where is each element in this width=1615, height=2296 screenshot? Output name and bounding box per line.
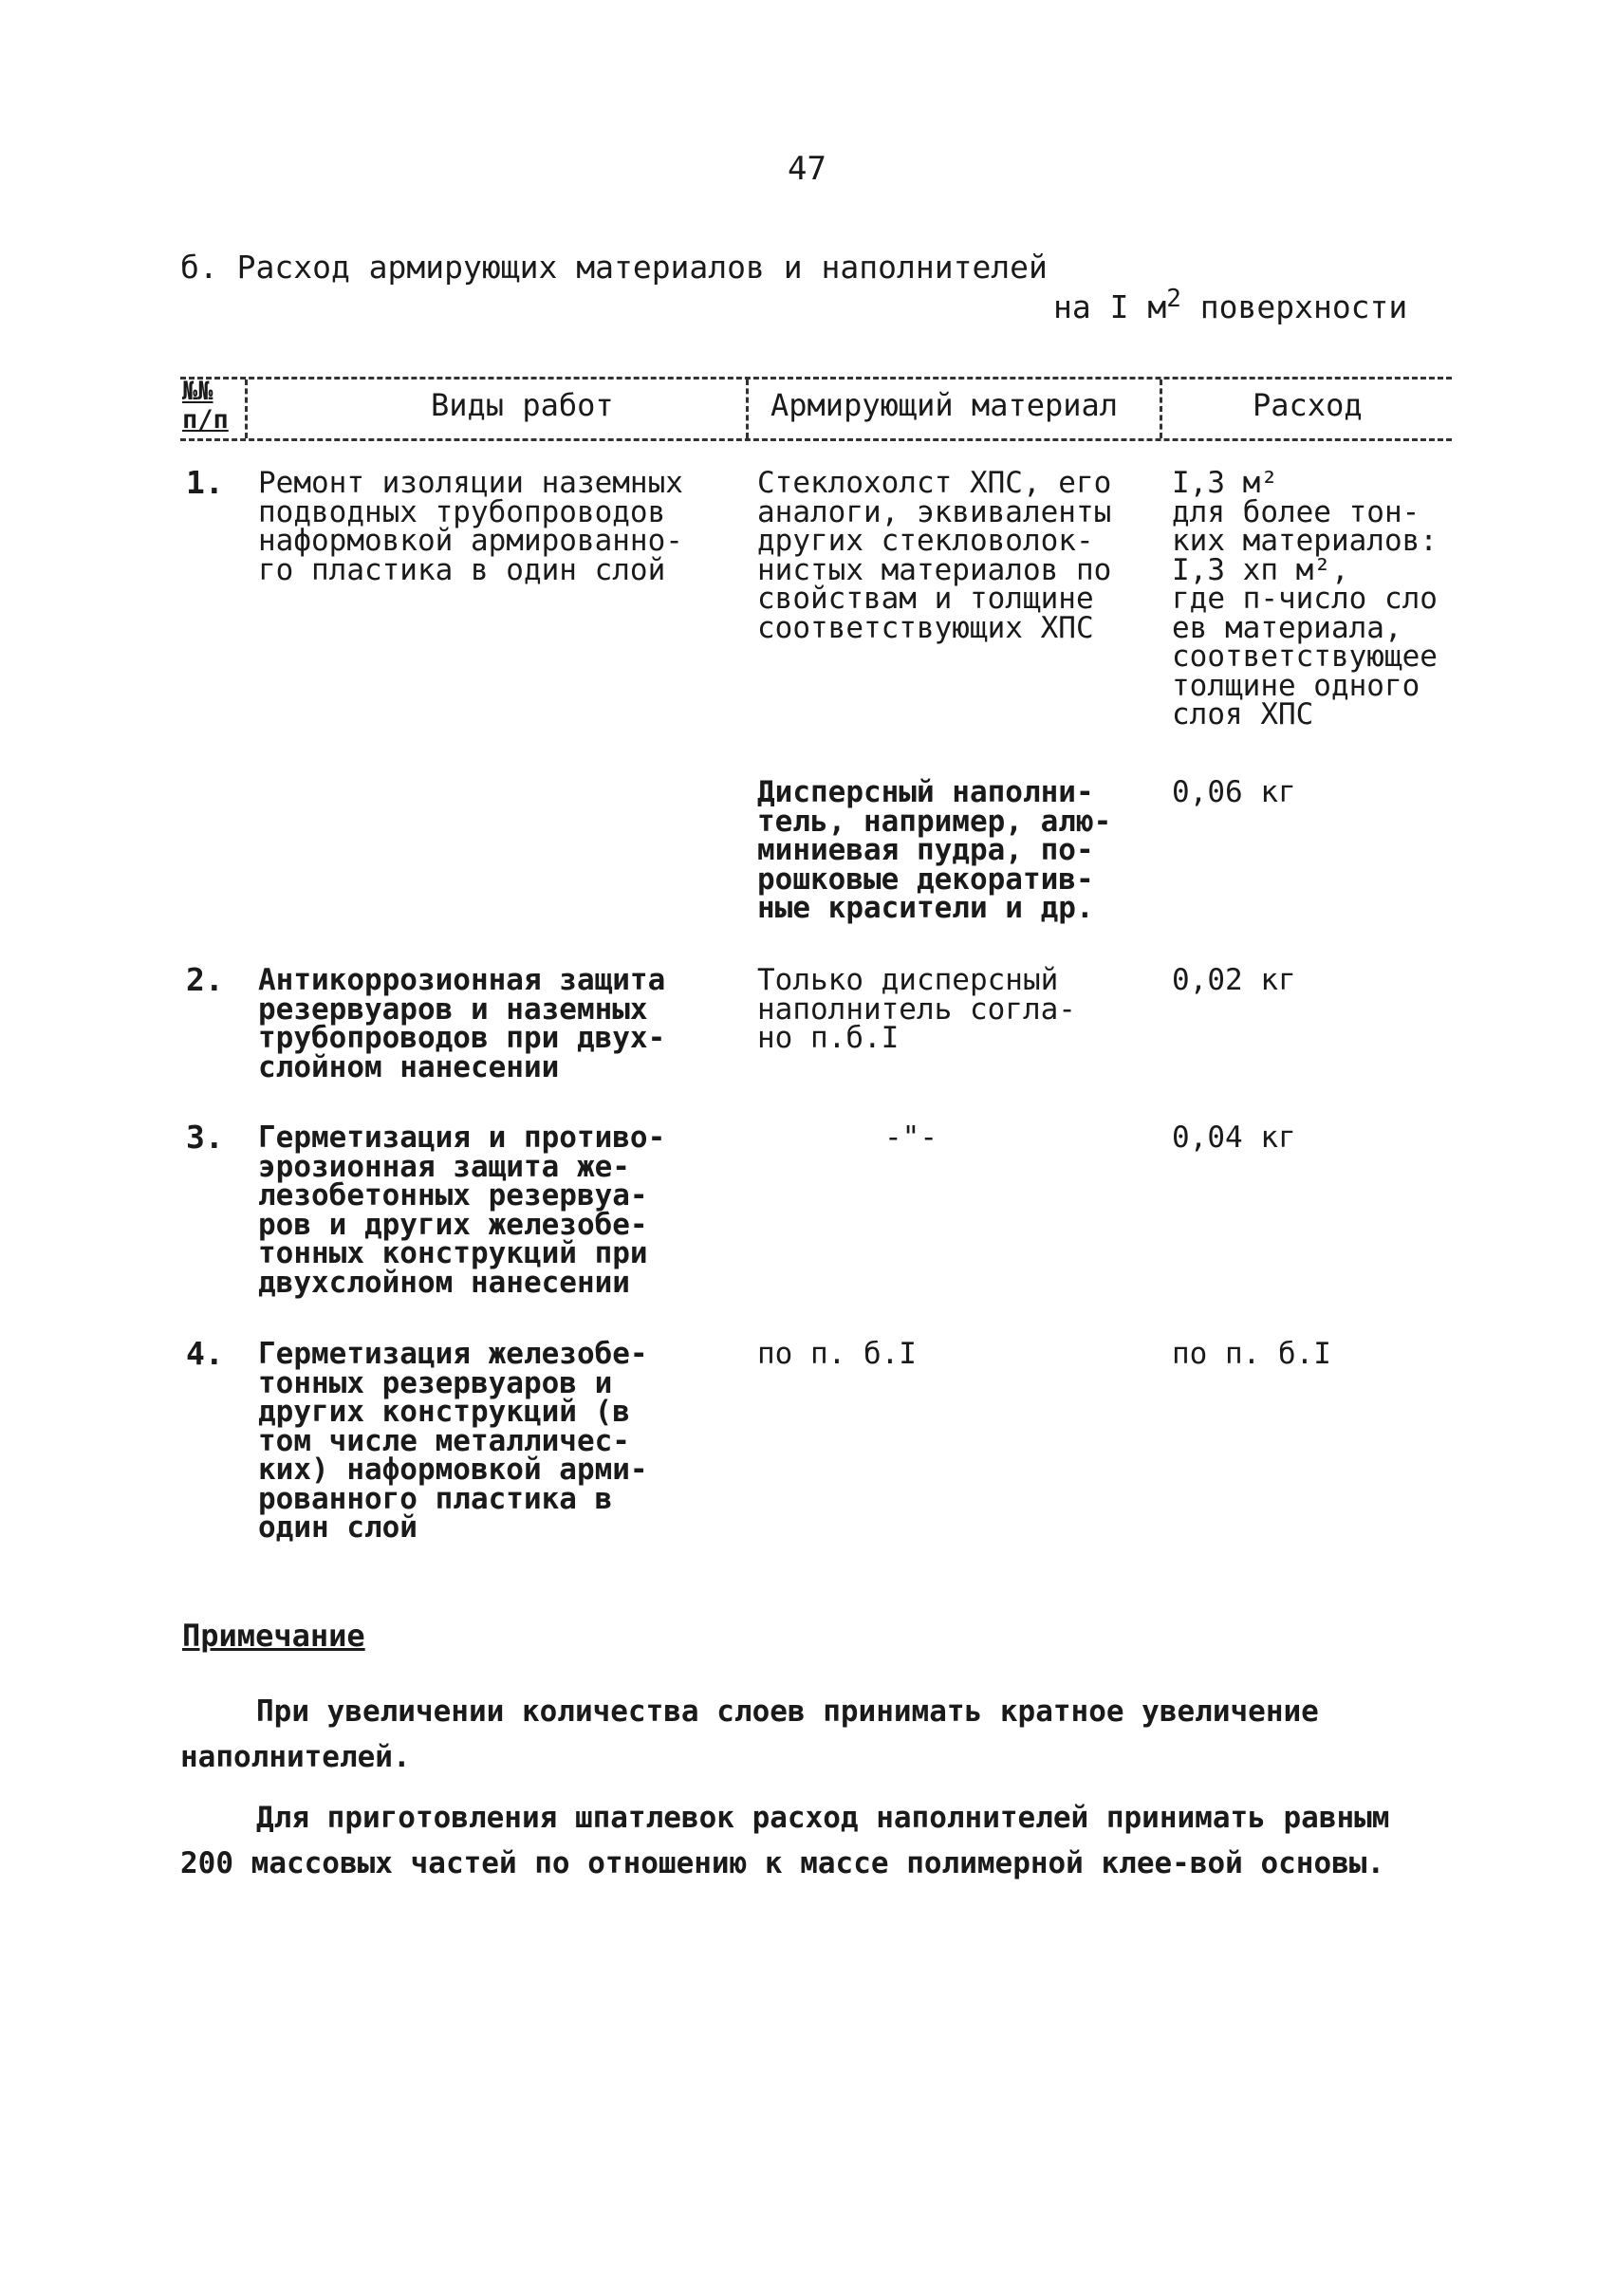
note-title: Примечание	[182, 1618, 365, 1654]
row-consumption: по п. б.I	[1172, 1337, 1331, 1371]
row-consumption: 0,04 кг	[1172, 1120, 1296, 1155]
page-number: 47	[788, 150, 826, 188]
header-separator	[1160, 380, 1162, 438]
header-work: Виды работ	[431, 387, 614, 423]
units-prefix: на I м	[1053, 288, 1167, 325]
row-work: Антикоррозионная защита резервуаров и наземных трубопроводов при двух- слойном нанесении	[258, 963, 666, 1084]
header-rule-top	[180, 377, 1452, 380]
header-separator	[245, 380, 248, 438]
row-work: Герметизация и противо- эрозионная защита же- лезобетонных резервуа- ров и других железобе- тонных конструкций при двухслойном нанесении	[258, 1120, 666, 1300]
note-paragraph: При увеличении количества слоев принимать кратное увеличение наполнителей.	[180, 1694, 1319, 1774]
row-number: 1.	[186, 464, 224, 501]
units-superscript: 2	[1166, 285, 1181, 313]
row-consumption: 0,06 кг	[1172, 775, 1296, 809]
header-rule-bottom	[180, 438, 1452, 441]
section-title: б. Расход армирующих материалов и наполнителей	[180, 249, 1048, 286]
row-consumption: 0,02 кг	[1172, 963, 1296, 997]
row-work: Герметизация железобе- тонных резервуаров и других конструкций (в том числе металличес- ких) наформовкой арми- рованного пластика в один слой	[258, 1337, 648, 1545]
units-line	[1053, 285, 1407, 325]
header-separator	[746, 380, 749, 438]
row-number: 2.	[186, 961, 224, 998]
row-consumption: I,3 м² для более тон- ких материалов: I,3 хп м², где п-число сло ев материала, соответствующее толщине одного слоя ХПС	[1172, 466, 1438, 731]
row-number: 3.	[186, 1119, 224, 1156]
row-material: Дисперсный наполни- тель, например, алю- миниевая пудра, по- рошковые декоратив- ные красители и др.	[757, 775, 1112, 925]
header-num: №№ п/п	[182, 377, 229, 435]
units-suffix: поверхности	[1180, 288, 1408, 325]
row-number: 4.	[186, 1335, 224, 1372]
row-material: Стеклохолст ХПС, его аналоги, эквиваленты других стекловолок- нистых материалов по свойствам и толщине соответствующих ХПС	[757, 466, 1112, 645]
header-consumption: Расход	[1253, 387, 1363, 423]
note-paragraph: Для приготовления шпатлевок расход наполнителей принимать равным 200 массовых частей по отношению к массе полимерной клее-вой основы.	[180, 1801, 1390, 1880]
row-material: -"-	[884, 1120, 937, 1155]
header-material: Армирующий материал	[770, 387, 1119, 423]
row-material: по п. б.I	[757, 1337, 917, 1371]
row-work: Ремонт изоляции наземных подводных трубопроводов наформовкой армированно- го пластика в один слой	[258, 466, 683, 587]
row-material: Только дисперсный наполнитель согла- но п.б.I	[757, 963, 1076, 1055]
